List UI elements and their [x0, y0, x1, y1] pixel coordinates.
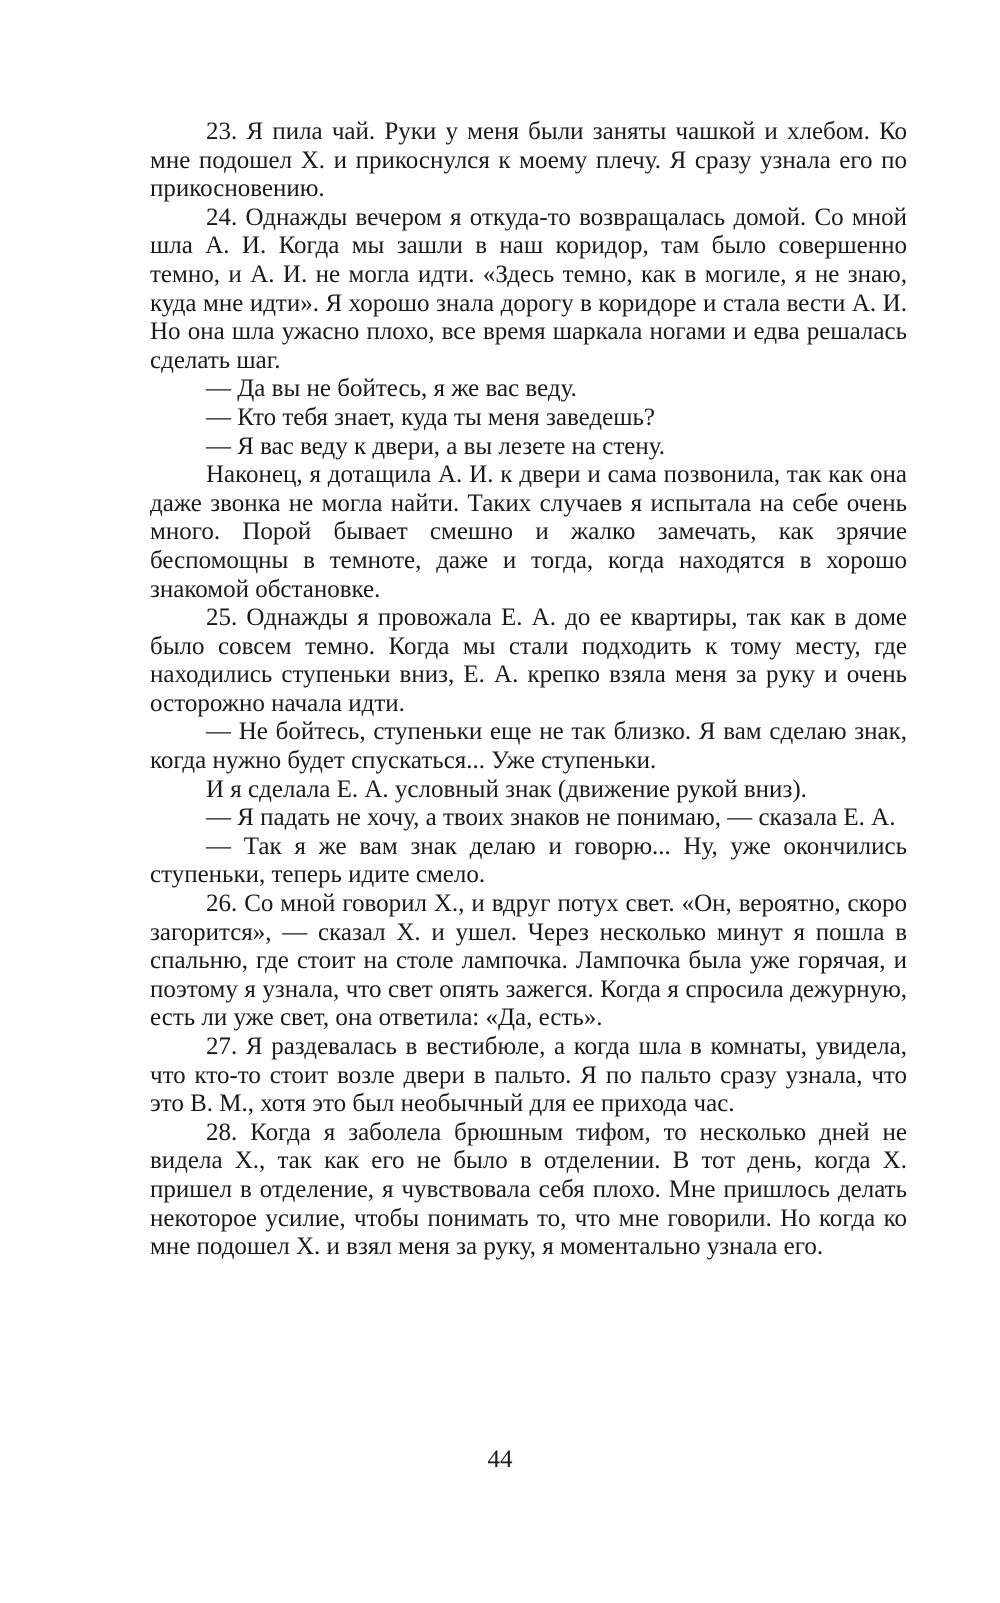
page-number: 44 — [487, 1446, 513, 1473]
text-block — [150, 118, 907, 1262]
paragraph-26: 26. Со мной говорил Х., и вдруг потух свет. «Он, вероятно, скоро загорится», — сказал Х. и ушел. Через несколько минут я пошла в спальню, где стоит на столе лампочка. Лампочка была уже горячая, и поэтому я узнала, что свет опять зажегся. Когда я спросила дежурную, есть ли уже свет, она ответила: «Да, есть». — [150, 890, 907, 1032]
paragraph-text: Наконец, я дотащила А. И. к двери и сама позвонила, так как она даже звонка не могла найти. Таких случаев я испытала на себе очень много. Порой бывает смешно и жалко замечать, как зрячие беспомощны в темноте, даже и тогда, когда находятся в хорошо знакомой обстановке. — [150, 461, 907, 603]
paragraph-27: 27. Я раздевалась в вестибюле, а когда шла в комнаты, увидела, что кто-то стоит возле двери в пальто. Я по пальто сразу узнала, что это В. М., хотя это был необычный для ее прихода час. — [150, 1033, 907, 1118]
paragraph-24: 24. Однажды вечером я откуда-то возвращалась домой. Со мной шла А. И. Когда мы зашли в наш коридор, там было совершенно темно, и А. И. не могла идти. «Здесь темно, как в могиле, я не знаю, куда мне идти». Я хорошо знала дорогу в коридоре и стала вести А. И. Но она шла ужасно плохо, все время шаркала ногами и едва решалась сделать шаг. — [150, 203, 907, 374]
paragraph-25: 25. Однажды я провожала Е. А. до ее квартиры, так как в доме было совсем темно. Когда мы стали подходить к тому месту, где находились ступеньки вниз, Е. А. крепко взяла меня за руку и очень осторожно начала идти. — [150, 604, 907, 717]
dialogue-line: — Я падать не хочу, а твоих знаков не понимаю, — сказала Е. А. — [206, 804, 896, 832]
paragraph-23: 23. Я пила чай. Руки у меня были заняты чашкой и хлебом. Ко мне подошел Х. и прикоснулся к моему плечу. Я сразу узнала его по прикосновению. — [150, 118, 907, 203]
dialogue-line: — Так я же вам знак делаю и говорю... Ну, уже окончились ступеньки, теперь идите смело. — [150, 832, 907, 889]
dialogue-line: — Кто тебя знает, куда ты меня заведешь? — [206, 403, 655, 431]
dialogue-line: — Я вас веду к двери, а вы лезете на стену. — [206, 432, 666, 460]
dialogue-line: — Не бойтесь, ступеньки еще не так близко. Я вам сделаю знак, когда нужно будет спускаться... Уже ступеньки. — [150, 718, 907, 775]
paragraph-28: 28. Когда я заболела брюшным тифом, то несколько дней не видела Х., так как его не было в отделении. В тот день, когда Х. пришел в отделение, я чувствовала себя плохо. Мне пришлось делать некоторое усилие, чтобы понимать то, что мне говорили. Но когда ко мне подошел Х. и взял меня за руку, я моментально узнала его. — [150, 1118, 907, 1261]
dialogue-line: — Да вы не бойтесь, я же вас веду. — [206, 375, 577, 403]
paragraph-text: И я сделала Е. А. условный знак (движение рукой вниз). — [206, 775, 807, 803]
